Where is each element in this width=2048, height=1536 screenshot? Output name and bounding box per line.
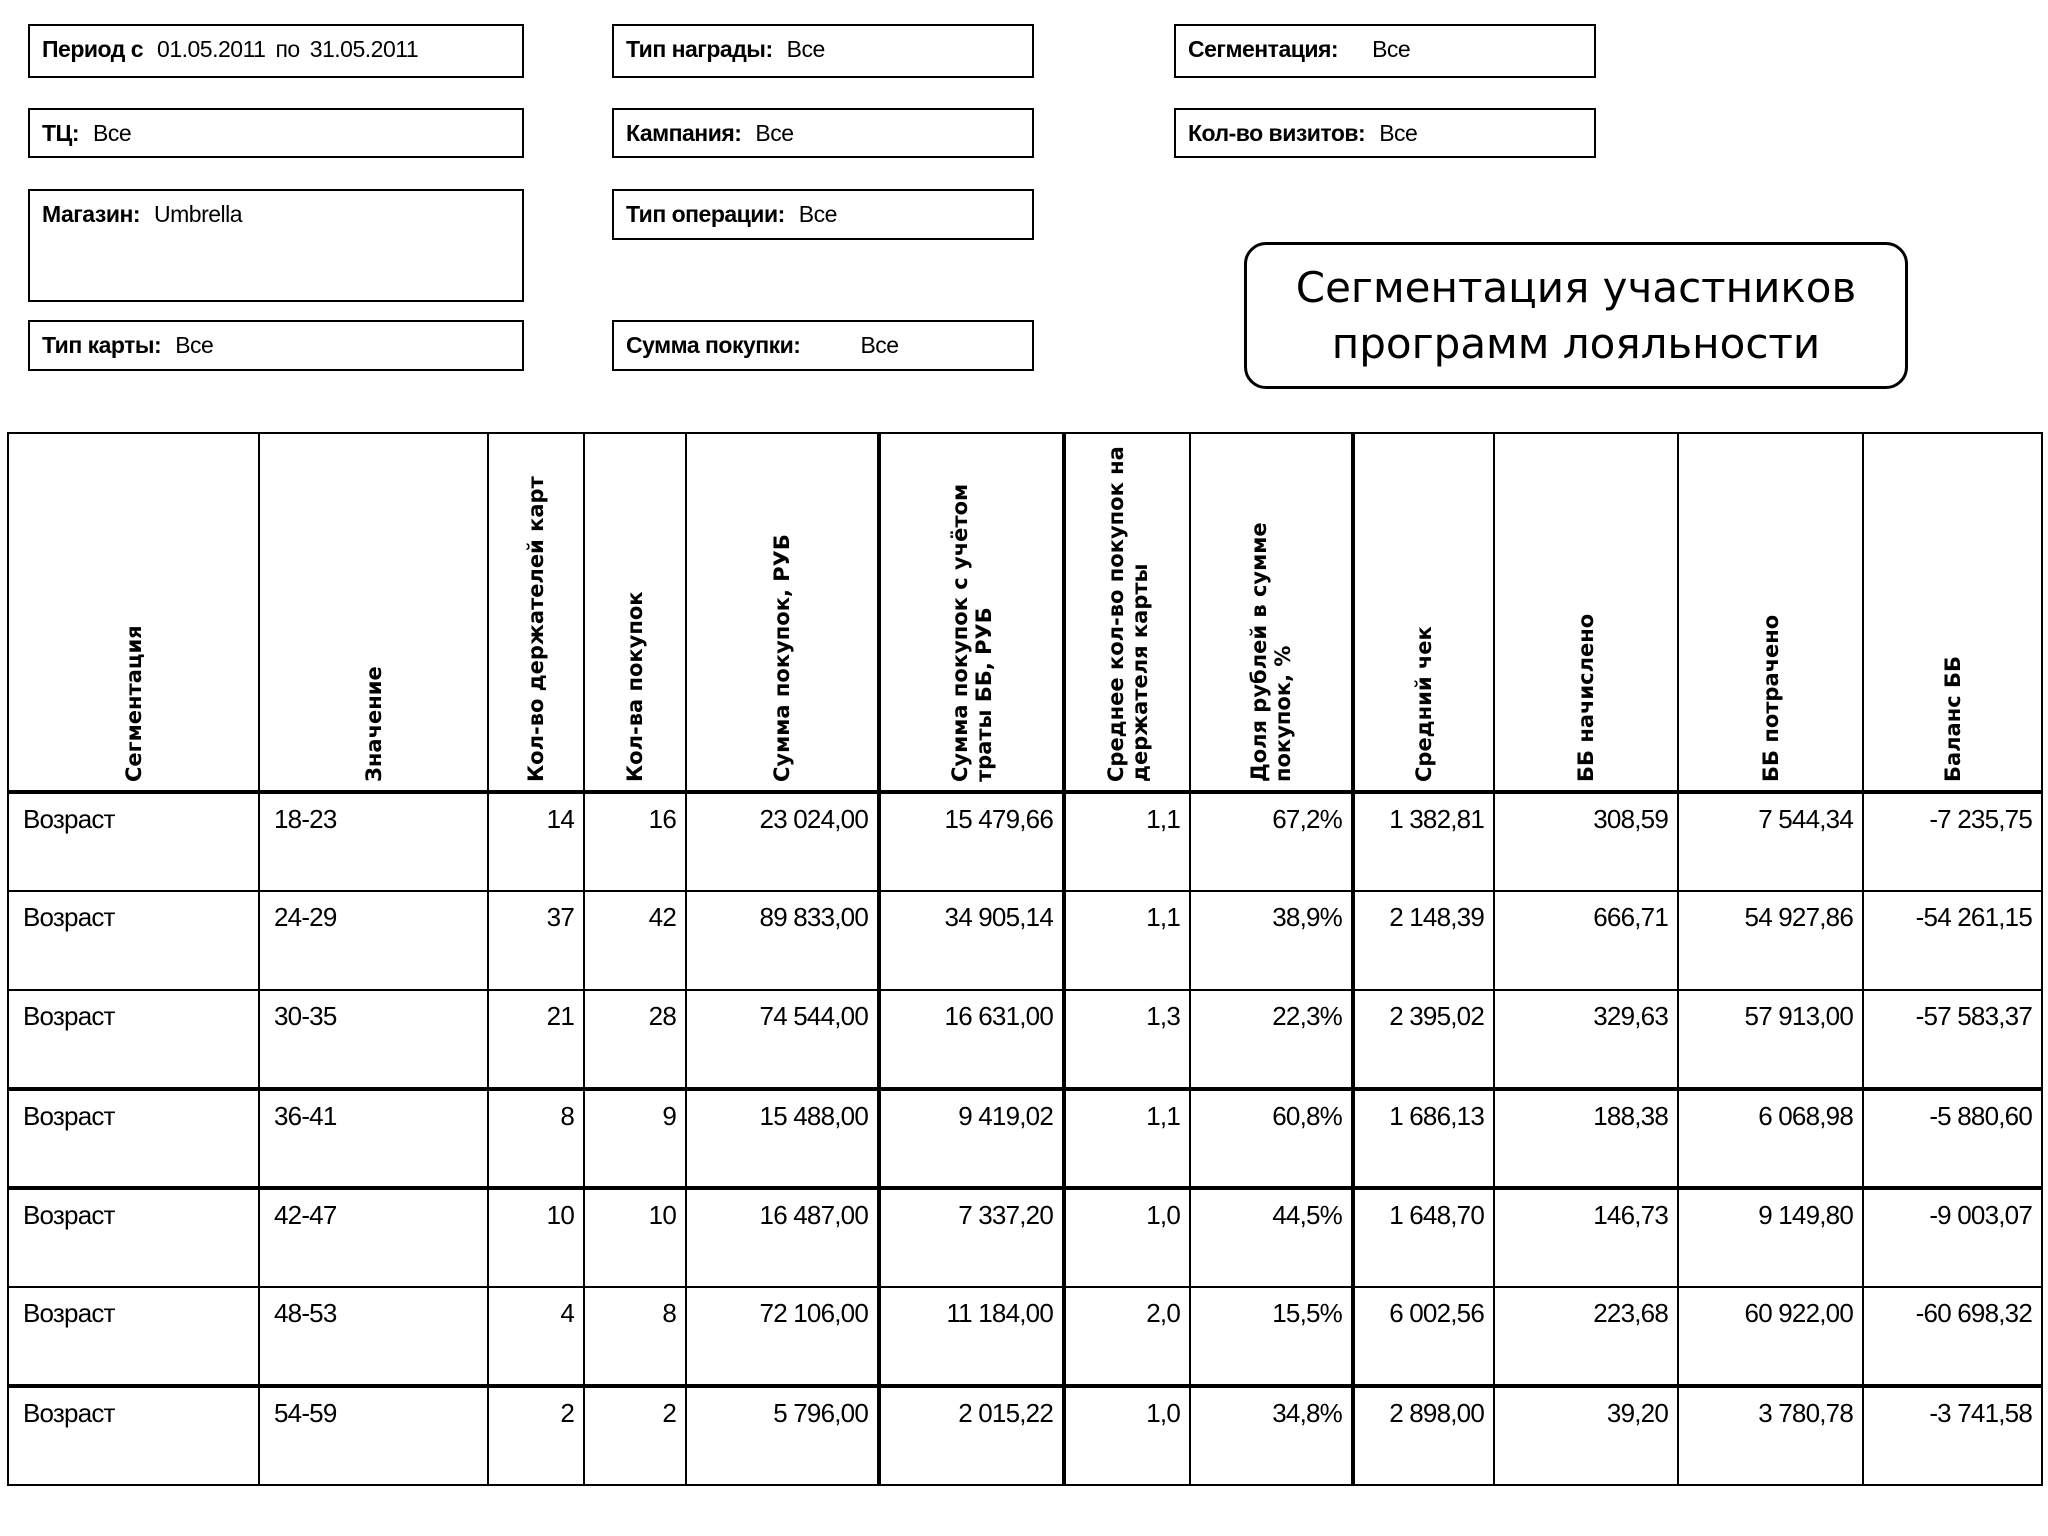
column-header-rub-share[interactable] xyxy=(1190,433,1353,792)
store-value: Umbrella xyxy=(154,201,243,227)
column-header-label: Сумма покупок с учётом траты ББ, РУБ xyxy=(947,483,996,782)
mall-filter[interactable] xyxy=(28,108,524,158)
table-cell-value: 36-41 xyxy=(259,1089,488,1188)
table-cell-bonus-accrued: 666,71 xyxy=(1494,891,1678,990)
table-cell-bonus-accrued: 146,73 xyxy=(1494,1188,1678,1287)
table-cell-bonus-spent: 3 780,78 xyxy=(1678,1386,1863,1485)
table-cell-value: 48-53 xyxy=(259,1287,488,1386)
table-row xyxy=(8,1089,2042,1188)
table-cell-value: 18-23 xyxy=(259,792,488,891)
column-header-label: Средний чек xyxy=(1412,626,1436,782)
table-cell-value: 30-35 xyxy=(259,990,488,1089)
column-header-value[interactable] xyxy=(259,433,488,792)
table-row xyxy=(8,990,2042,1089)
segmentation-value: Все xyxy=(1372,36,1411,62)
table-cell-bonus-spent: 9 149,80 xyxy=(1678,1188,1863,1287)
column-header-label: Сегментация xyxy=(121,625,146,782)
column-header-segmentation[interactable] xyxy=(8,433,259,792)
table-cell-bonus-balance: -9 003,07 xyxy=(1863,1188,2042,1287)
table-cell-card-holders: 21 xyxy=(488,990,584,1089)
column-header-label: Баланс ББ xyxy=(1940,655,1965,782)
table-cell-bonus-balance: -5 880,60 xyxy=(1863,1089,2042,1188)
table-cell-avg-purchases-per-holder: 1,1 xyxy=(1064,1089,1190,1188)
table-cell-avg-purchases-per-holder: 1,0 xyxy=(1064,1386,1190,1485)
table-cell-purchases-count: 10 xyxy=(584,1188,686,1287)
table-row xyxy=(8,1188,2042,1287)
table-cell-segmentation: Возраст xyxy=(8,1287,259,1386)
table-cell-segmentation: Возраст xyxy=(8,792,259,891)
report-title-box xyxy=(1244,242,1908,389)
table-cell-purchases-count: 9 xyxy=(584,1089,686,1188)
table-cell-card-holders: 4 xyxy=(488,1287,584,1386)
table-cell-bonus-accrued: 188,38 xyxy=(1494,1089,1678,1188)
column-header-purchase-sum-after-bonus[interactable] xyxy=(879,433,1064,792)
table-cell-purchase-sum-after-bonus: 15 479,66 xyxy=(879,792,1064,891)
table-cell-avg-purchases-per-holder: 1,1 xyxy=(1064,891,1190,990)
table-cell-bonus-spent: 6 068,98 xyxy=(1678,1089,1863,1188)
table-cell-purchase-sum-after-bonus: 7 337,20 xyxy=(879,1188,1064,1287)
table-cell-purchases-count: 16 xyxy=(584,792,686,891)
table-cell-avg-check: 2 898,00 xyxy=(1353,1386,1494,1485)
table-cell-bonus-accrued: 308,59 xyxy=(1494,792,1678,891)
table-cell-purchase-sum: 15 488,00 xyxy=(686,1089,879,1188)
mall-label: ТЦ: xyxy=(42,120,80,146)
table-cell-avg-check: 2 395,02 xyxy=(1353,990,1494,1089)
table-cell-avg-purchases-per-holder: 1,3 xyxy=(1064,990,1190,1089)
table-row xyxy=(8,792,2042,891)
store-filter[interactable] xyxy=(28,189,524,302)
table-cell-purchase-sum-after-bonus: 11 184,00 xyxy=(879,1287,1064,1386)
table-cell-purchase-sum: 74 544,00 xyxy=(686,990,879,1089)
column-header-purchase-sum[interactable] xyxy=(686,433,879,792)
campaign-label: Кампания: xyxy=(626,120,742,146)
table-cell-purchases-count: 28 xyxy=(584,990,686,1089)
table-cell-purchase-sum-after-bonus: 16 631,00 xyxy=(879,990,1064,1089)
table-cell-card-holders: 8 xyxy=(488,1089,584,1188)
table-cell-bonus-balance: -3 741,58 xyxy=(1863,1386,2042,1485)
table-cell-avg-check: 2 148,39 xyxy=(1353,891,1494,990)
report-title-line-1: Сегментация участников xyxy=(1295,262,1857,312)
segmentation-report-table xyxy=(7,432,2043,1486)
operation-type-label: Тип операции: xyxy=(626,201,785,227)
campaign-filter[interactable] xyxy=(612,108,1034,158)
period-to-label: по xyxy=(275,36,300,62)
table-cell-rub-share: 22,3% xyxy=(1190,990,1353,1089)
column-header-bonus-spent[interactable] xyxy=(1678,433,1863,792)
table-cell-avg-check: 1 648,70 xyxy=(1353,1188,1494,1287)
table-cell-rub-share: 44,5% xyxy=(1190,1188,1353,1287)
table-cell-segmentation: Возраст xyxy=(8,1089,259,1188)
card-type-label: Тип карты: xyxy=(42,332,162,358)
table-cell-bonus-accrued: 329,63 xyxy=(1494,990,1678,1089)
table-cell-value: 42-47 xyxy=(259,1188,488,1287)
table-cell-rub-share: 67,2% xyxy=(1190,792,1353,891)
table-cell-avg-check: 1 686,13 xyxy=(1353,1089,1494,1188)
table-row xyxy=(8,891,2042,990)
table-cell-avg-check: 1 382,81 xyxy=(1353,792,1494,891)
table-cell-card-holders: 10 xyxy=(488,1188,584,1287)
column-header-bonus-accrued[interactable] xyxy=(1494,433,1678,792)
operation-type-value: Все xyxy=(798,201,837,227)
table-cell-purchase-sum-after-bonus: 34 905,14 xyxy=(879,891,1064,990)
table-cell-value: 24-29 xyxy=(259,891,488,990)
table-cell-bonus-accrued: 223,68 xyxy=(1494,1287,1678,1386)
mall-value: Все xyxy=(93,120,132,146)
period-label: Период с xyxy=(42,36,144,62)
table-cell-bonus-balance: -60 698,32 xyxy=(1863,1287,2042,1386)
table-cell-purchase-sum: 72 106,00 xyxy=(686,1287,879,1386)
table-cell-card-holders: 37 xyxy=(488,891,584,990)
table-cell-bonus-balance: -7 235,75 xyxy=(1863,792,2042,891)
card-type-value: Все xyxy=(175,332,214,358)
table-cell-bonus-spent: 7 544,34 xyxy=(1678,792,1863,891)
table-header-row xyxy=(8,433,2042,792)
store-label: Магазин: xyxy=(42,201,141,227)
table-cell-rub-share: 60,8% xyxy=(1190,1089,1353,1188)
table-cell-purchases-count: 42 xyxy=(584,891,686,990)
segmentation-filter[interactable] xyxy=(1174,24,1596,78)
column-header-label: Среднее кол-во покупок на держателя карты xyxy=(1103,446,1152,782)
card-type-filter[interactable] xyxy=(28,320,524,371)
column-header-label: Значение xyxy=(361,666,386,782)
report-title-line-2: программ лояльности xyxy=(1331,318,1821,368)
table-cell-rub-share: 38,9% xyxy=(1190,891,1353,990)
table-cell-purchase-sum: 89 833,00 xyxy=(686,891,879,990)
column-header-card-holders[interactable] xyxy=(488,433,584,792)
column-header-avg-check[interactable] xyxy=(1353,433,1494,792)
table-cell-avg-purchases-per-holder: 2,0 xyxy=(1064,1287,1190,1386)
table-cell-purchase-sum-after-bonus: 2 015,22 xyxy=(879,1386,1064,1485)
segmentation-label: Сегментация: xyxy=(1188,36,1339,62)
column-header-label: ББ начислено xyxy=(1574,613,1598,782)
column-header-label: Кол-во держателей карт xyxy=(524,476,548,782)
purchase-sum-value: Все xyxy=(860,332,899,358)
table-cell-bonus-accrued: 39,20 xyxy=(1494,1386,1678,1485)
table-row xyxy=(8,1386,2042,1485)
purchase-sum-label: Сумма покупки: xyxy=(626,332,801,358)
column-header-bonus-balance[interactable] xyxy=(1863,433,2042,792)
column-header-purchases-count[interactable] xyxy=(584,433,686,792)
table-cell-purchase-sum: 23 024,00 xyxy=(686,792,879,891)
table-cell-bonus-spent: 60 922,00 xyxy=(1678,1287,1863,1386)
table-cell-segmentation: Возраст xyxy=(8,1188,259,1287)
period-to: 31.05.2011 xyxy=(309,36,419,62)
table-cell-bonus-balance: -54 261,15 xyxy=(1863,891,2042,990)
table-cell-purchases-count: 8 xyxy=(584,1287,686,1386)
visits-value: Все xyxy=(1379,120,1418,146)
period-from: 01.05.2011 xyxy=(157,36,266,62)
campaign-value: Все xyxy=(755,120,794,146)
visits-label: Кол-во визитов: xyxy=(1188,120,1366,146)
table-cell-card-holders: 2 xyxy=(488,1386,584,1485)
column-header-label: Сумма покупок, РУБ xyxy=(770,534,794,782)
table-cell-purchases-count: 2 xyxy=(584,1386,686,1485)
table-cell-segmentation: Возраст xyxy=(8,1386,259,1485)
reward-type-filter[interactable] xyxy=(612,24,1034,78)
reward-type-value: Все xyxy=(786,36,825,62)
column-header-label: ББ потрачено xyxy=(1758,614,1783,782)
table-cell-bonus-spent: 54 927,86 xyxy=(1678,891,1863,990)
table-cell-avg-check: 6 002,56 xyxy=(1353,1287,1494,1386)
reward-type-label: Тип награды: xyxy=(626,36,773,62)
table-cell-card-holders: 14 xyxy=(488,792,584,891)
visits-filter[interactable] xyxy=(1174,108,1596,158)
table-cell-segmentation: Возраст xyxy=(8,990,259,1089)
report-title xyxy=(1296,260,1856,372)
table-cell-bonus-spent: 57 913,00 xyxy=(1678,990,1863,1089)
operation-type-filter[interactable] xyxy=(612,189,1034,240)
table-cell-rub-share: 15,5% xyxy=(1190,1287,1353,1386)
period-filter[interactable] xyxy=(28,24,524,78)
table-cell-purchase-sum-after-bonus: 9 419,02 xyxy=(879,1089,1064,1188)
purchase-sum-filter[interactable] xyxy=(612,320,1034,371)
table-body xyxy=(8,792,2042,1485)
table-cell-avg-purchases-per-holder: 1,1 xyxy=(1064,792,1190,891)
column-header-label: Доля рублей в сумме покупок, % xyxy=(1247,522,1295,782)
column-header-avg-purchases-per-holder[interactable] xyxy=(1064,433,1190,792)
table-row xyxy=(8,1287,2042,1386)
table-cell-purchase-sum: 16 487,00 xyxy=(686,1188,879,1287)
table-cell-value: 54-59 xyxy=(259,1386,488,1485)
table-cell-avg-purchases-per-holder: 1,0 xyxy=(1064,1188,1190,1287)
table-cell-bonus-balance: -57 583,37 xyxy=(1863,990,2042,1089)
table-cell-purchase-sum: 5 796,00 xyxy=(686,1386,879,1485)
table-cell-segmentation: Возраст xyxy=(8,891,259,990)
table-cell-rub-share: 34,8% xyxy=(1190,1386,1353,1485)
column-header-label: Кол-ва покупок xyxy=(623,591,647,782)
